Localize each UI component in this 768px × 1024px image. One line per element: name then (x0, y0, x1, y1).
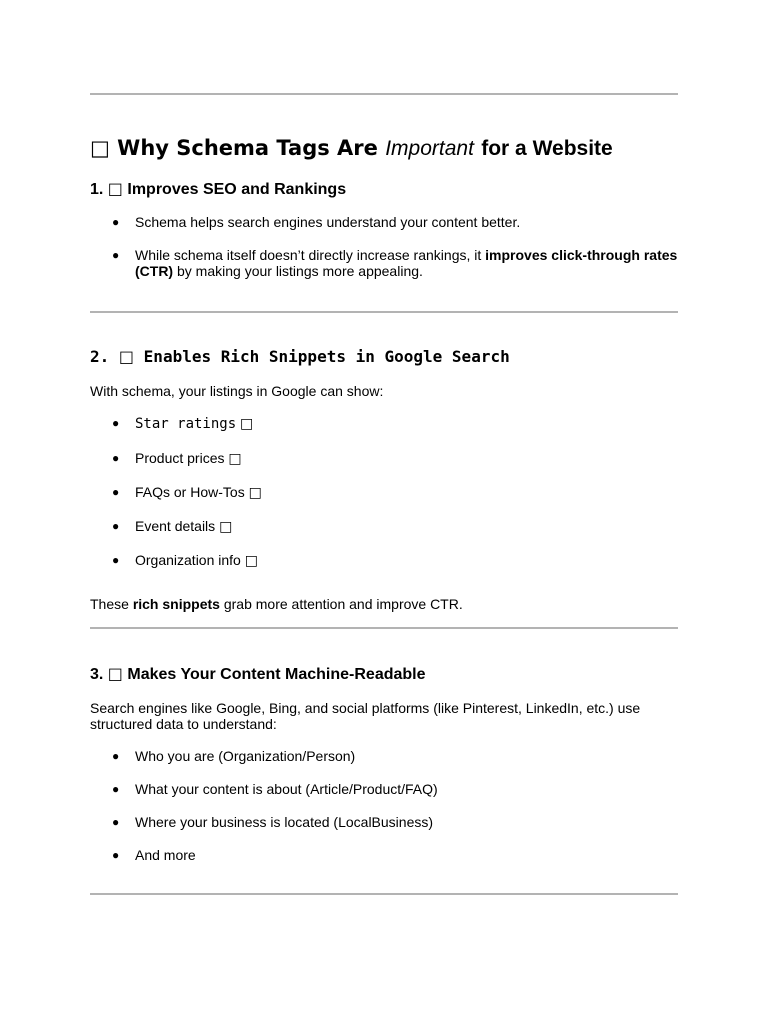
bullet-icon: ● (112, 416, 120, 430)
bullet-icon: ● (112, 215, 120, 229)
section-1-heading (90, 179, 346, 200)
section-title: Enables Rich Snippets in Google Search (143, 347, 510, 366)
placeholder-glyph-icon: □ (107, 664, 123, 683)
list-item-text: Product prices (135, 450, 225, 466)
placeholder-glyph-icon: □ (240, 416, 254, 432)
section-1-list (90, 214, 678, 279)
section-2-list (90, 415, 678, 569)
placeholder-glyph-icon: □ (219, 519, 233, 535)
placeholder-glyph-icon: □ (90, 136, 110, 160)
list-item-text: Who you are (Organization/Person) (135, 748, 356, 764)
bullet-icon: ● (112, 749, 120, 763)
section-3-intro: Search engines like Google, Bing, and social platforms (like Pinterest, LinkedIn, etc.) use structured data to understand: (90, 700, 641, 732)
bullet-icon: ● (112, 553, 120, 567)
list-item (90, 415, 678, 432)
section-3-heading (90, 664, 426, 685)
horizontal-rule (90, 893, 678, 895)
list-item (90, 450, 678, 467)
list-item-bold-text: improves click-through rates (CTR) (135, 247, 678, 279)
main-heading (90, 134, 613, 163)
section-number: 1. (90, 181, 104, 198)
heading-tail-text: for a Website (481, 137, 613, 160)
section-title: Makes Your Content Machine-Readable (127, 666, 426, 683)
bullet-icon: ● (112, 782, 120, 796)
list-item (90, 484, 678, 501)
placeholder-glyph-icon: □ (248, 485, 262, 501)
list-item (90, 748, 678, 764)
list-item (90, 781, 678, 797)
bullet-icon: ● (112, 848, 120, 862)
list-item (90, 518, 678, 535)
list-item-text: FAQs or How-Tos (135, 484, 245, 500)
bullet-icon: ● (112, 815, 120, 829)
list-item-text: Event details (135, 518, 216, 534)
list-item (90, 847, 678, 863)
section-number: 3. (90, 666, 104, 683)
section-3-list (90, 748, 678, 863)
bullet-icon: ● (112, 248, 120, 262)
bullet-icon: ● (112, 485, 120, 499)
horizontal-rule (90, 311, 678, 313)
list-item-text: What your content is about (Article/Product/FAQ) (135, 781, 438, 797)
list-item-text: And more (135, 847, 196, 863)
outro-text: grab more attention and improve CTR. (223, 596, 463, 612)
section-2-outro (90, 596, 463, 612)
list-item-text: Organization info (135, 552, 241, 568)
outro-text: These (90, 596, 129, 612)
list-item-text: Where your business is located (LocalBusiness) (135, 814, 434, 830)
outro-bold-text: rich snippets (132, 596, 220, 612)
heading-italic-text: Important (385, 137, 474, 160)
bullet-icon: ● (112, 519, 120, 533)
section-2-heading (90, 347, 510, 367)
list-item-text: While schema itself doesn’t directly increase rankings, it (135, 247, 482, 263)
list-item-text: by making your listings more appealing. (177, 263, 423, 279)
list-item-text: Schema helps search engines understand your content better. (135, 214, 521, 230)
placeholder-glyph-icon: □ (244, 553, 258, 569)
section-number: 2. (90, 347, 110, 366)
heading-text: Why Schema Tags Are (117, 136, 378, 160)
section-title: Improves SEO and Rankings (127, 181, 347, 198)
list-item (90, 247, 678, 279)
list-item (90, 214, 678, 230)
list-item (90, 814, 678, 830)
placeholder-glyph-icon: □ (228, 451, 242, 467)
section-2-intro: With schema, your listings in Google can show: (90, 383, 384, 399)
placeholder-glyph-icon: □ (107, 179, 123, 198)
list-item (90, 552, 678, 569)
horizontal-rule (90, 93, 678, 95)
list-item-text: Star ratings (135, 416, 237, 432)
bullet-icon: ● (112, 451, 120, 465)
horizontal-rule (90, 627, 678, 629)
placeholder-glyph-icon: □ (118, 347, 135, 366)
